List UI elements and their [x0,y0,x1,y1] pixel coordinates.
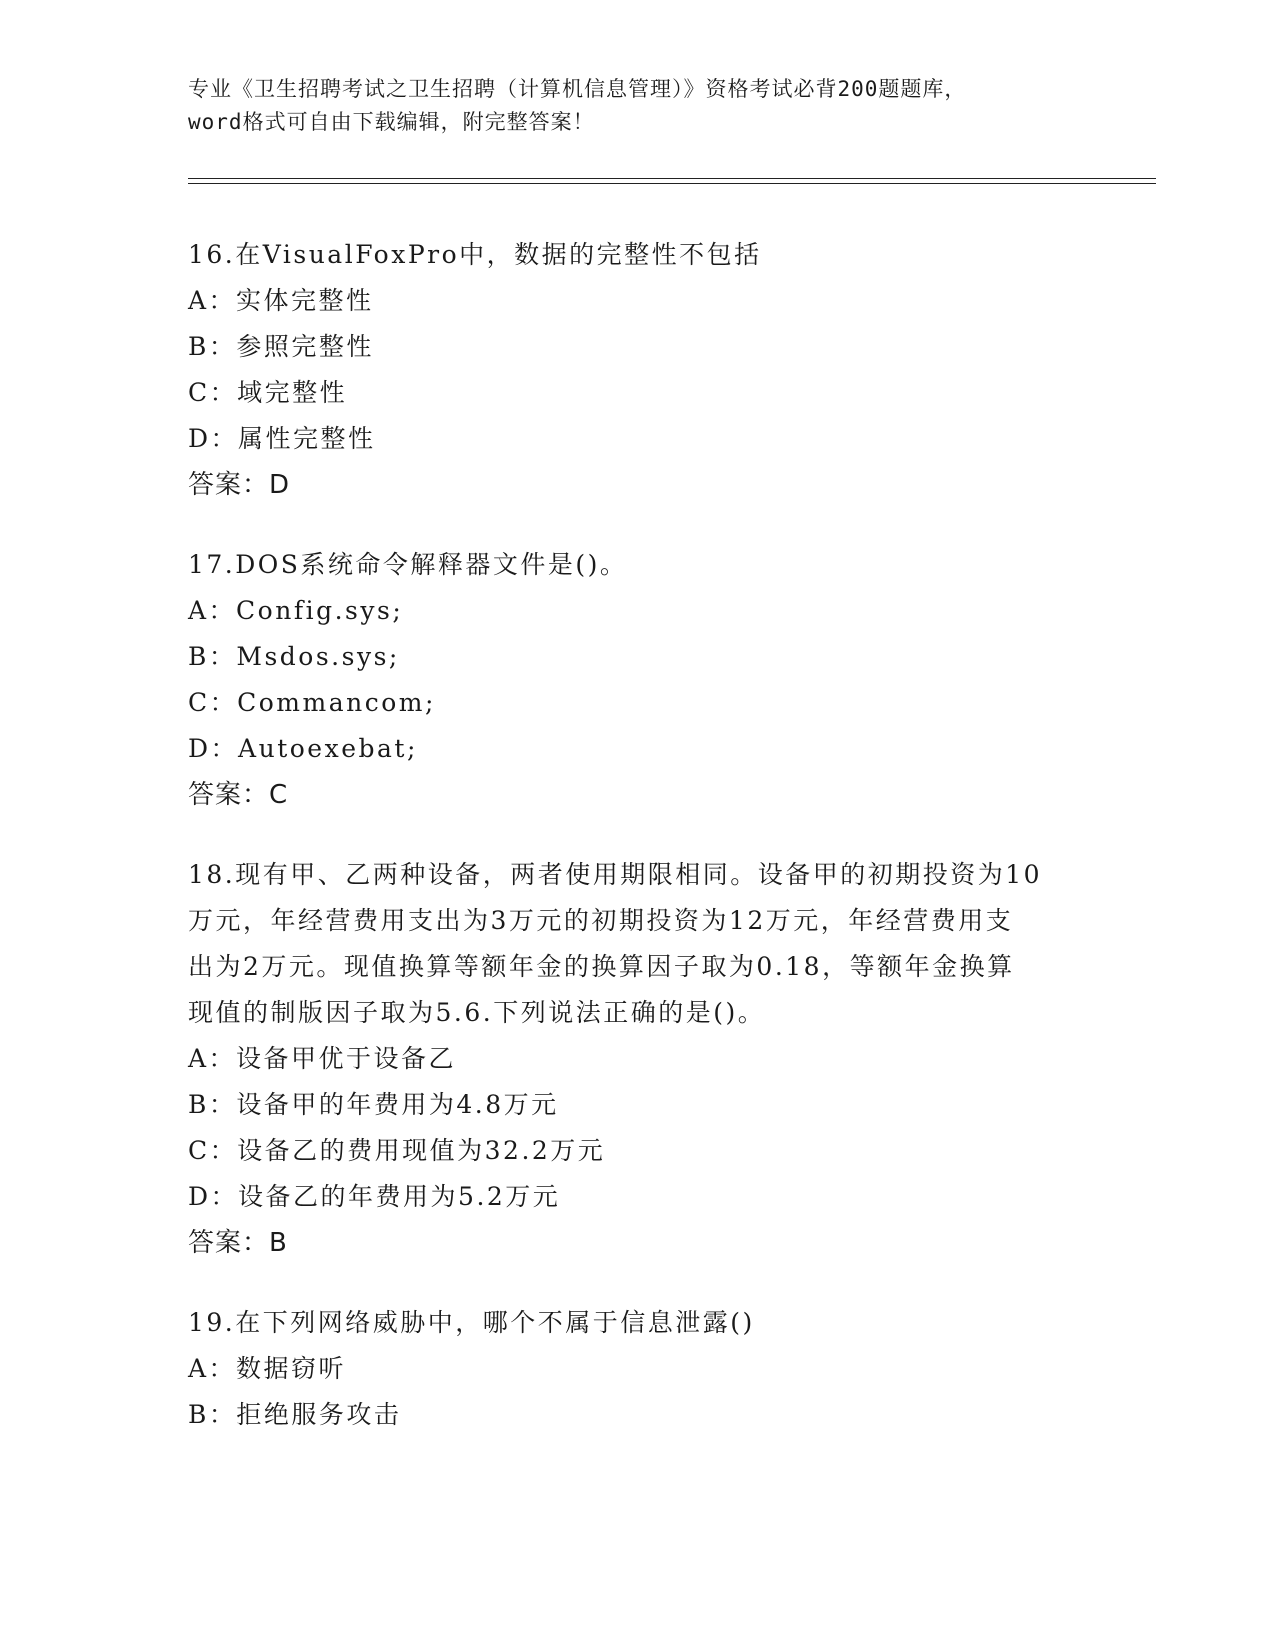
question-stem-line: 18.现有甲、乙两种设备，两者使用期限相同。设备甲的初期投资为10 [188,860,1043,889]
question-list [188,232,1108,1472]
header-line-1: 专业《卫生招聘考试之卫生招聘（计算机信息管理）》资格考试必背200题题库， [188,77,967,101]
question-stem-line: 出为2万元。现值换算等额年金的换算因子取为0.18，等额年金换算 [188,952,1015,981]
document-header [188,73,1088,139]
question-stem: 19.在下列网络威胁中，哪个不属于信息泄露() [188,1308,755,1337]
option-d: D：Autoexebat; [188,734,418,763]
option-b: B：拒绝服务攻击 [188,1400,402,1429]
question-stem-line: 现值的制版因子取为5.6.下列说法正确的是()。 [188,998,766,1027]
option-a: A：设备甲优于设备乙 [188,1044,457,1073]
option-a: A：实体完整性 [188,286,374,315]
option-d: D：设备乙的年费用为5.2万元 [188,1182,561,1211]
header-line-2: word格式可自由下载编辑，附完整答案！ [188,110,595,134]
answer-label: 答案：D [188,470,291,500]
option-c: C：域完整性 [188,378,348,407]
header-divider-bottom [188,183,1156,184]
option-d: D：属性完整性 [188,424,376,453]
question-stem-line: 万元，年经营费用支出为3万元的初期投资为12万元，年经营费用支 [188,906,1014,935]
option-c: C：设备乙的费用现值为32.2万元 [188,1136,606,1165]
option-b: B：参照完整性 [188,332,374,361]
header-divider-top [188,178,1156,179]
option-b: B：Msdos.sys; [188,642,400,671]
question-stem: 17.DOS系统命令解释器文件是()。 [188,550,628,579]
answer-label: 答案：C [188,780,289,810]
question-18 [188,852,1108,1266]
question-17 [188,542,1108,818]
option-b: B：设备甲的年费用为4.8万元 [188,1090,559,1119]
option-a: A：数据窃听 [188,1354,347,1383]
question-stem: 16.在VisualFoxPro中，数据的完整性不包括 [188,240,762,269]
option-a: A：Config.sys; [188,596,404,625]
question-19 [188,1300,1108,1438]
answer-label: 答案：B [188,1228,288,1258]
question-16 [188,232,1108,508]
option-c: C：Commancom; [188,688,436,717]
